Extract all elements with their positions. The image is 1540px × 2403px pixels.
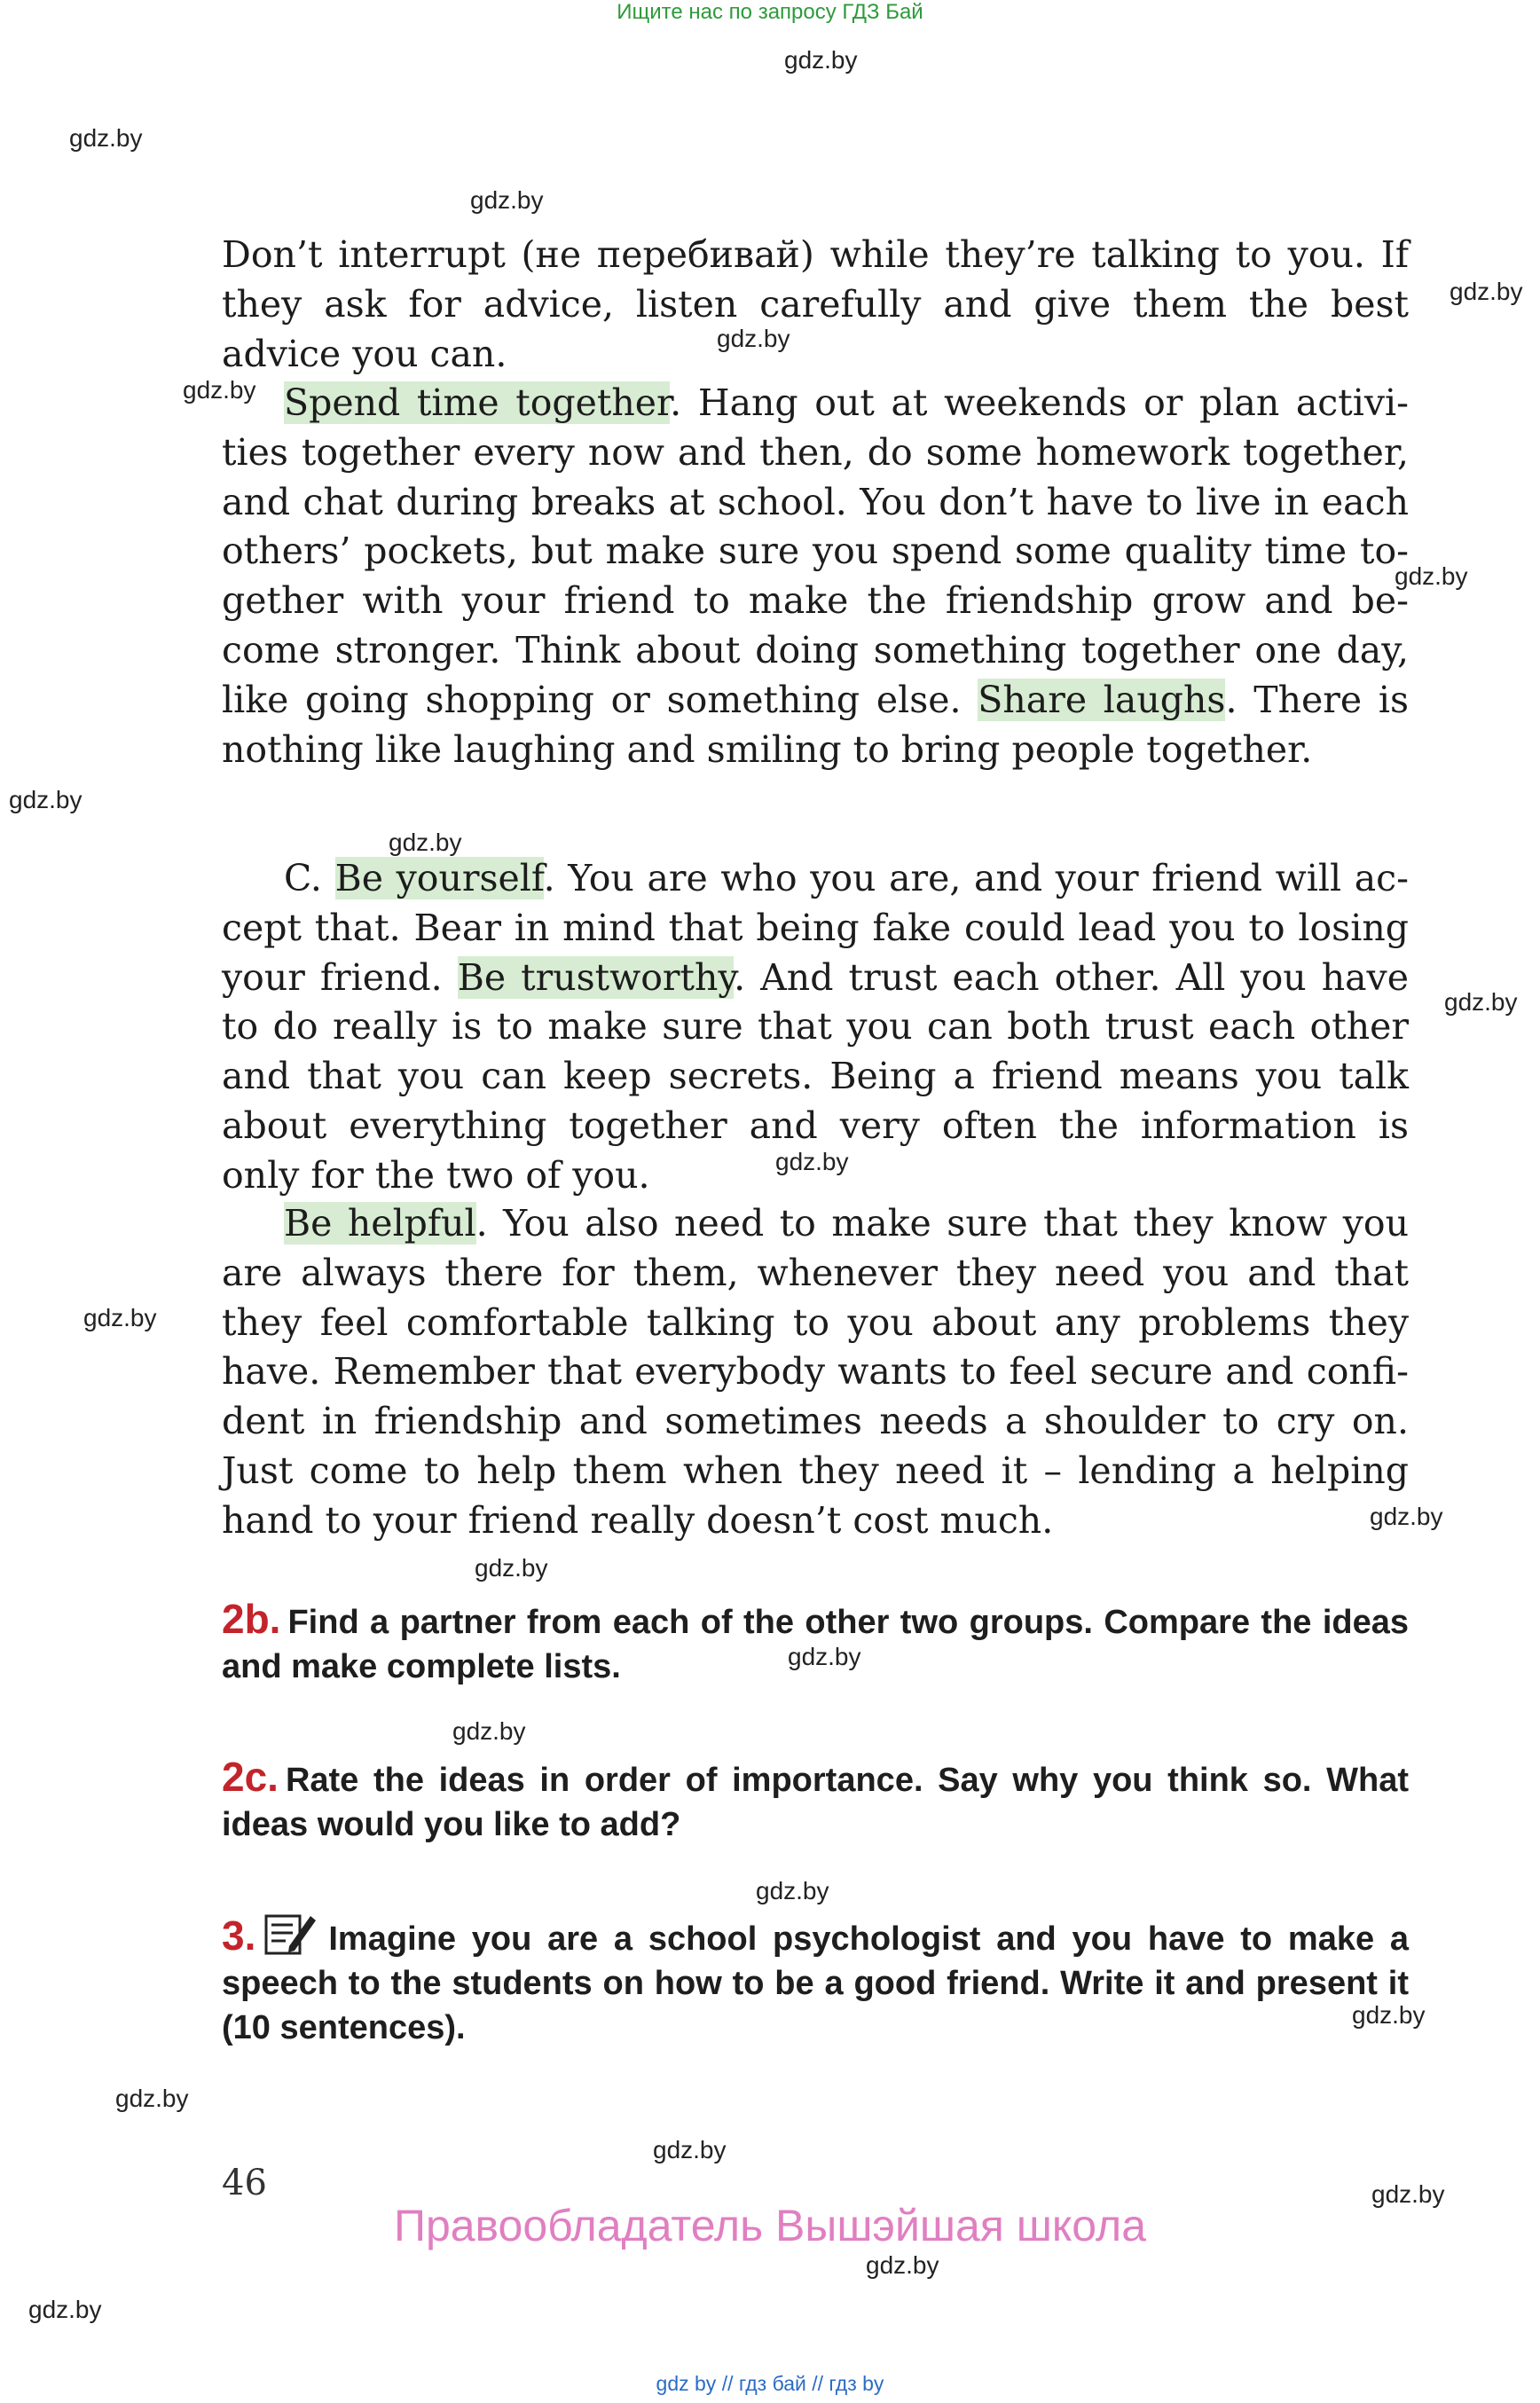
watermark: gdz.by (775, 1148, 849, 1175)
paragraph-text: . Hang out at weekends or plan activities together every now and then, do some homework together, and chat during breaks at school. You don’t have to live in each others’ pockets, but make sure you spend some quality time together with your friend to make the friendship grow and become stronger. Think about doing something together one day, like going shopping or something else. (222, 381, 1409, 721)
top-banner: Ищите нас по запросу ГДЗ Бай (617, 0, 923, 24)
task-number: 2b. (222, 1596, 281, 1642)
highlight-be-helpful: Be helpful (284, 1202, 476, 1245)
task-number: 3. (222, 1912, 256, 1959)
watermark: gdz.by (756, 1877, 829, 1904)
paragraph-text: . And trust each other. All you have to do really is to make sure that you can both trust each other and that you can keep secrets. Being a friend means you talk about everything together and very often the information is only for the two of you. (222, 955, 1409, 1197)
page-number: 46 (222, 2163, 267, 2203)
task-2c (222, 1755, 1409, 1847)
highlight-be-trustworthy: Be trustworthy (457, 955, 735, 999)
task-number: 2c. (222, 1754, 279, 1800)
highlight-be-yourself: Be yourself (334, 857, 544, 899)
paragraph-text: . You are who you are, and your friend will accept that. Bear in mind that being fake could lead you to losing your friend. (222, 857, 1409, 999)
watermark: gdz.by (717, 325, 790, 352)
watermark: gdz.by (28, 2296, 102, 2323)
watermark: gdz.by (452, 1717, 526, 1745)
paragraph-text: Don’t interrupt (не перебивай) while they’re talking to you. If they ask for advice, listen carefully and give them the best advice you can. (222, 233, 1409, 375)
watermark: gdz.by (115, 2085, 189, 2112)
rights-holder: Правообладатель Вышэйшая школа (394, 2201, 1146, 2250)
task-3 (222, 1911, 1409, 2050)
watermark: gdz.by (389, 828, 462, 856)
writing-icon (263, 1911, 318, 1957)
highlight-spend-time: Spend time together (284, 381, 671, 424)
watermark: gdz.by (784, 46, 858, 74)
footer-links: gdz by // гдз бай // гдз by (656, 2372, 884, 2395)
task-text: Imagine you are a school psychologist and you have to make a speech to the students on how to be a good friend. Write it and present it (10 sentences). (222, 1920, 1409, 2046)
task-text: Rate the ideas in order of importance. Say why you think so. What ideas would you like to add? (222, 1762, 1409, 1843)
paragraph-be-yourself (222, 854, 1409, 1201)
watermark: gdz.by (866, 2251, 939, 2279)
task-text: Find a partner from each of the other two groups. Compare the ideas and make complete lists. (222, 1604, 1409, 1685)
watermark: gdz.by (1395, 562, 1468, 590)
highlight-share-laughs: Share laughs (978, 678, 1226, 721)
paragraph-text: . You also need to make sure that they know you are always there for them, whenever they need you and that they feel comfortable talking to you about any problems they have. Remember that everybody wants to feel secure and confident in friendship and sometimes needs a shoulder to cry on. Just come to help them when they need it – lending a helping hand to your friend really doesn’t cost much. (222, 1202, 1410, 1542)
watermark: gdz.by (183, 376, 256, 404)
watermark: gdz.by (1450, 278, 1523, 305)
watermark: gdz.by (1370, 1503, 1443, 1530)
watermark: gdz.by (470, 186, 544, 214)
watermark: gdz.by (1352, 2001, 1426, 2029)
section-letter: C. (284, 857, 322, 899)
task-2b (222, 1597, 1409, 1689)
watermark: gdz.by (69, 124, 143, 152)
watermark: gdz.by (1444, 988, 1518, 1016)
watermark: gdz.by (653, 2136, 727, 2163)
watermark: gdz.by (475, 1554, 548, 1582)
paragraph-spend-time (222, 379, 1409, 774)
paragraph-text: . There is nothing like laughing and smiling to bring people together. (222, 678, 1409, 771)
watermark: gdz.by (1371, 2180, 1445, 2208)
paragraph-advice (222, 231, 1409, 379)
paragraph-be-helpful (222, 1199, 1409, 1546)
watermark: gdz.by (83, 1304, 157, 1331)
watermark: gdz.by (788, 1643, 861, 1670)
watermark: gdz.by (9, 786, 82, 813)
